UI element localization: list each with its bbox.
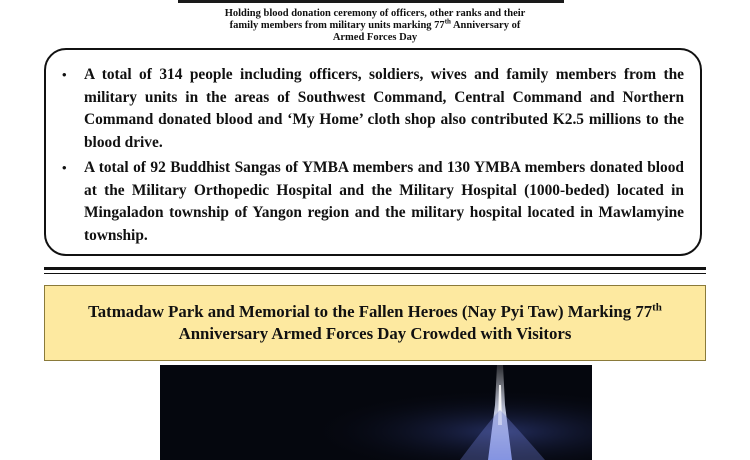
- caption-line-2: [150, 17, 600, 32]
- headline-superscript: th: [652, 301, 662, 314]
- section-divider-thick: [44, 267, 706, 270]
- caption-line-3: Armed Forces Day: [332, 32, 418, 43]
- bullet-item: [62, 157, 684, 247]
- section-headline-banner: [44, 285, 706, 361]
- fountain-night-photo: [160, 365, 592, 460]
- caption-line-2-end: Anniversary of: [450, 20, 521, 31]
- bullet-text: A total of 314 people including officers, soldiers, wives and family members from the military units in the areas of Southwest Command, Central Command and Northern Command donated blood and ‘My Home’ cloth shop also contributed K2.5 millions to the blood drive.: [84, 66, 684, 151]
- fountain-illustration: [160, 365, 592, 460]
- photo-caption: [150, 8, 600, 44]
- headline-text: [88, 301, 662, 345]
- headline-line-2: Anniversary Armed Forces Day Crowded with Visitors: [178, 324, 572, 343]
- bullet-item: [62, 64, 684, 154]
- bullet-icon: •: [62, 160, 67, 175]
- section-divider-thin: [44, 273, 706, 274]
- top-photo-edge: [178, 0, 564, 3]
- headline-line-1: Tatmadaw Park and Memorial to the Fallen Heroes (Nay Pyi Taw) Marking 77: [88, 302, 653, 321]
- caption-line-1: Holding blood donation ceremony of officers, other ranks and their: [224, 8, 526, 19]
- blood-donation-summary-box: [44, 48, 702, 256]
- bullet-list: [62, 64, 684, 247]
- bullet-icon: •: [62, 67, 67, 82]
- bullet-text: A total of 92 Buddhist Sangas of YMBA members and 130 YMBA members donated blood at the Military Orthopedic Hospital and the Military Hospital (1000-beded) located in Mingaladon township of Yangon region and the military hospital located in Mawlamyine township.: [84, 159, 684, 244]
- caption-line-2-text: family members from military units marking 77: [229, 20, 445, 31]
- caption-superscript: th: [444, 17, 451, 26]
